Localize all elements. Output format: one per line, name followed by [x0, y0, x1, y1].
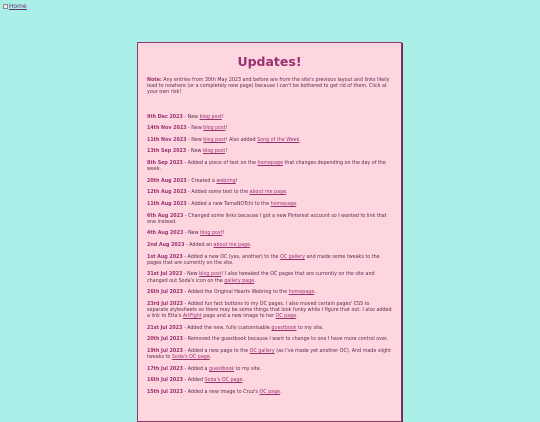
note-text: Any entries from 30th May 2023 and before are from the site's previous layout and links likely lead to nowhere (or a completely new page) because I can't be bothered to get rid of them. Click at your own risk!: [147, 78, 390, 96]
update-link[interactable]: blog post: [203, 149, 226, 155]
update-entry: [147, 290, 392, 296]
update-date: 11th Aug 2023: [147, 201, 187, 207]
update-text: .: [254, 278, 256, 284]
update-text: .: [209, 355, 212, 361]
update-text: .: [314, 290, 316, 296]
update-text: .: [296, 314, 298, 320]
update-text: - New: [186, 137, 204, 143]
update-link[interactable]: guestbook: [271, 325, 297, 331]
update-text: - Added a new OC (yes, another) to the: [182, 254, 280, 260]
update-link[interactable]: about me page: [213, 242, 251, 248]
update-entry: [147, 149, 392, 155]
update-text: .: [250, 242, 252, 248]
update-text: - Created a: [186, 178, 217, 184]
update-link[interactable]: OC page: [275, 314, 297, 320]
update-entry: [147, 326, 392, 332]
update-date: 14th Nov 2023: [147, 126, 187, 132]
update-entry: [147, 126, 392, 132]
note-label: Note:: [147, 78, 162, 83]
update-link[interactable]: homepage: [270, 201, 297, 207]
update-link[interactable]: blog post: [200, 231, 223, 237]
update-link[interactable]: Soda's OC page: [204, 378, 243, 384]
update-text: .: [242, 378, 244, 384]
update-text: .: [286, 190, 288, 196]
update-date: 1st Aug 2023: [147, 254, 183, 260]
update-link[interactable]: blog post: [203, 126, 226, 132]
update-text: (as I've made yet another OC). And made slight tweaks to: [147, 348, 391, 361]
update-link[interactable]: blog post: [203, 137, 226, 143]
update-entry: [147, 179, 392, 185]
update-link[interactable]: blog post: [199, 272, 222, 278]
update-entry: [147, 190, 392, 196]
update-entry: [147, 214, 392, 226]
update-text: to my site.: [296, 325, 324, 331]
update-entry: [147, 138, 392, 144]
update-link[interactable]: homepage: [288, 290, 315, 296]
update-date: 21st Jul 2023: [147, 325, 183, 331]
update-text: - Added the new, fully customisable: [182, 325, 272, 331]
update-entry: [147, 161, 392, 173]
update-text: - Added: [182, 378, 205, 384]
update-date: 23rd Jul 2023: [147, 301, 184, 307]
update-text: .: [296, 201, 298, 207]
update-link[interactable]: gallery page: [224, 278, 255, 284]
update-text: !: [235, 178, 238, 184]
update-link[interactable]: OC page: [259, 389, 281, 395]
update-text: - Added an: [184, 242, 214, 248]
update-text: - Added a: [182, 366, 209, 372]
update-entry: [147, 302, 392, 321]
update-entry: [147, 337, 392, 343]
update-link[interactable]: OC gallery: [249, 348, 275, 354]
update-text: - Added the Original Hearts Webring to the: [182, 290, 289, 296]
updates-panel: [137, 42, 402, 422]
update-text: - Added a new image to Cruz's: [182, 389, 260, 395]
update-date: 26th Jul 2023: [147, 290, 183, 296]
update-text: - New: [182, 272, 200, 278]
update-text: !: [221, 114, 224, 120]
update-link[interactable]: ArtFight: [182, 314, 202, 320]
update-entries-list: [147, 115, 392, 397]
page-title: Updates!: [237, 54, 302, 69]
update-link[interactable]: webring: [216, 178, 236, 184]
update-date: 31st Jul 2023: [147, 272, 183, 278]
update-text: !: [225, 149, 228, 155]
update-text: - New: [182, 114, 200, 120]
update-entry: [147, 349, 392, 361]
update-link[interactable]: blog post: [199, 114, 222, 120]
update-entry: [147, 243, 392, 249]
update-date: 19th Jul 2023: [147, 348, 183, 354]
update-text: that changes depending on the day of the week.: [147, 160, 386, 173]
update-date: 13th Sep 2023: [147, 149, 187, 155]
update-text: - Added a new TamaNOTchi to the: [186, 201, 271, 207]
update-link[interactable]: OC gallery: [280, 254, 306, 260]
update-date: 8th Sep 2023: [147, 160, 183, 166]
update-text: - New: [186, 126, 204, 132]
update-text: - Added fun fact buttons to my OC pages. I also moved certain pages' CSS to separate stylesheets so there may be some things that look funky while I figure that out. I also added a link to Etta's: [147, 301, 392, 320]
update-text: !: [225, 126, 228, 132]
update-text: .: [299, 137, 301, 143]
update-text: page and a new image to her: [201, 314, 276, 320]
update-entry: [147, 255, 392, 267]
update-text: - Added a piece of text on the: [182, 160, 258, 166]
update-link[interactable]: homepage: [257, 160, 284, 166]
update-text: ! I also tweaked the OC pages that are currently on the site and changed out Soda's icon on the: [147, 272, 375, 284]
update-entry: [147, 367, 392, 373]
update-date: 4th Aug 2023: [147, 231, 184, 237]
update-link[interactable]: guestbook: [208, 366, 235, 372]
update-text: !: [222, 231, 225, 237]
update-text: - Added some text to the: [186, 190, 250, 196]
update-text: - Removed the guestbook because I want to change to one I have more control over.: [182, 337, 389, 343]
broken-image-icon: [3, 4, 8, 9]
update-entry: [147, 390, 392, 396]
update-entry: [147, 231, 392, 237]
update-entry: [147, 115, 392, 121]
update-link[interactable]: about me page: [249, 190, 287, 196]
update-date: 16th Jul 2023: [147, 378, 183, 384]
update-text: and made some tweaks to the pages that are currently on the site.: [147, 254, 380, 266]
update-date: 20th Jul 2023: [147, 337, 183, 343]
update-text: ! Also added: [225, 137, 258, 143]
update-text: - Added a new page to the: [182, 348, 250, 354]
update-entry: [147, 378, 392, 384]
update-text: to my site.: [234, 366, 262, 372]
home-link-alt-text: Home: [9, 3, 27, 10]
update-entry: [147, 202, 392, 208]
update-date: 2nd Aug 2023: [147, 242, 185, 248]
update-date: 17th Jul 2023: [147, 366, 183, 372]
update-text: - Changed some links because I got a new Pinterest account so I wanted to link that one instead.: [147, 213, 387, 225]
update-date: 9th Dec 2023: [147, 114, 183, 120]
update-entry: [147, 272, 392, 284]
update-date: 15th Jul 2023: [147, 389, 183, 395]
update-link[interactable]: Song of the Week: [257, 137, 300, 143]
home-link[interactable]: [3, 3, 27, 10]
note-paragraph: [147, 78, 392, 97]
update-date: 11th Nov 2023: [147, 137, 187, 143]
update-text: - New: [183, 231, 201, 237]
update-link[interactable]: Soda's OC page: [171, 355, 210, 361]
update-date: 12th Aug 2023: [147, 190, 187, 196]
update-text: .: [280, 389, 282, 395]
update-date: 20th Aug 2023: [147, 178, 187, 184]
update-date: 6th Aug 2023: [147, 213, 184, 219]
update-text: - New: [186, 149, 203, 155]
